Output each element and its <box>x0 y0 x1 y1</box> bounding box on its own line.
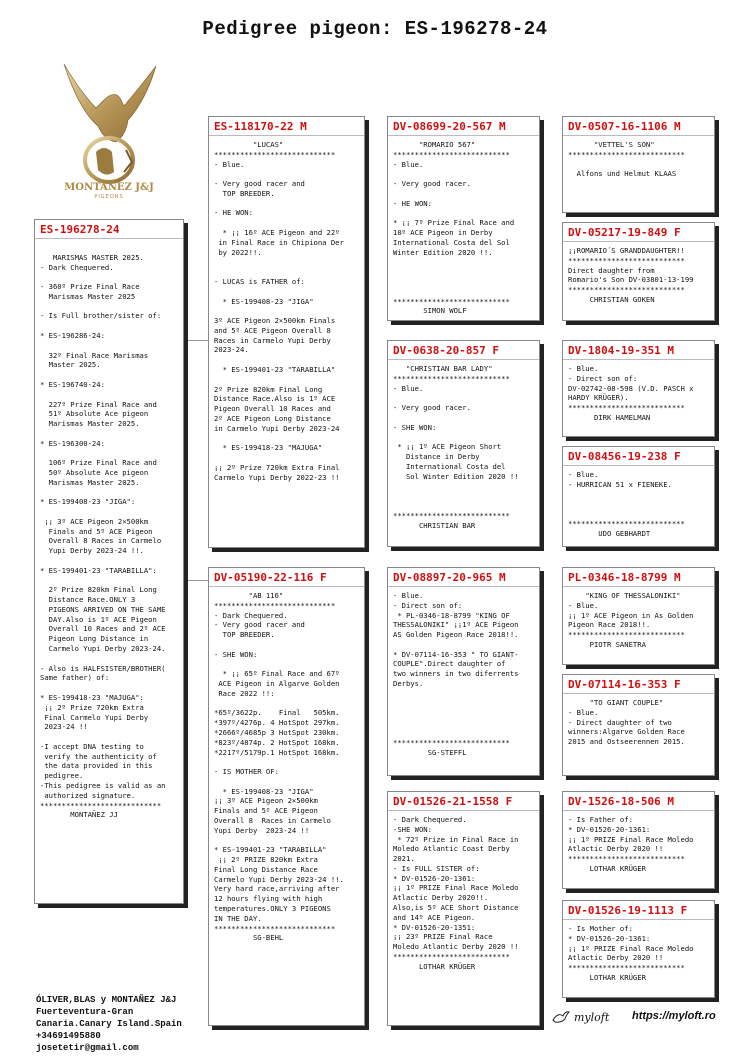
ring-number: DV-08699-20-567 M <box>388 117 539 136</box>
ring-number: DV-08456-19-238 F <box>563 447 714 466</box>
pigeon-description: - Blue. - Direct son of: DV-02742-08-598 (V.D. PASCH x HARDY KRÜGER). *************************** DIRK HAMELMAN <box>568 364 694 422</box>
ring-number: DV-01526-21-1558 F <box>388 792 539 811</box>
pigeon-description: - Is Mother of: * DV-01526-20-1361: ¡¡ 1º PRIZE Final Race Moledo Atlactic Derby 2020 !! *************************** LOTHAR KRÜGER <box>568 924 694 982</box>
logo-name: MONTAÑEZ J&J <box>64 182 154 193</box>
pigeon-description: "LUCAS" **************************** - Blue. - Very good racer and TOP BREEDER. - HE WON: * ¡¡ 16º ACE Pigeon and 22º in Final Race in Chipiona Der by 2022!!. - LUCAS is FATHER of: * ES-199408-23 "JIGA" 3º ACE Pigeon 2×500km Finals and 5º ACE Pigeon Overall 8 Races in Carmelo Yupi Derby 2023-24. * ES-199401-23 "TARABILLA" 2º Prize 820km Final Long Distance Race.Also is 1º ACE Pigeon Overall 10 Races and 2º ACE Pigeon Long Distance in Carmelo Yupi Derby 2023-24 * ES-199418-23 "MAJUGA" ¡¡ 2º Prize 720km Extra Final Carmelo Yupi Derby 2022-23 !! <box>214 140 344 482</box>
connector-main-mother <box>184 580 208 581</box>
pedigree-box-subject <box>34 219 184 904</box>
connector-fm <box>540 380 563 490</box>
pigeon-description: "VETTEL'S SON" *************************** Alfons und Helmut KLAAS <box>568 140 685 179</box>
ring-number: DV-08897-20-965 M <box>388 568 539 587</box>
ring-number: PL-0346-18-8799 M <box>563 568 714 587</box>
pedigree-box-father <box>208 116 365 548</box>
brand-name: myloft <box>574 1010 610 1024</box>
pedigree-box-mmm <box>562 900 715 998</box>
connector-ff <box>540 150 563 260</box>
ring-number: DV-07114-16-353 F <box>563 675 714 694</box>
pigeon-description: - Blue. - HURRICAN 51 x FIENEKE. *************************** UDO GEBHARDT <box>568 470 685 538</box>
pigeon-description: "KING OF THESSALONIKI" - Blue. ¡¡ 1º ACE Pigeon in As Golden Pigeon Race 2018!!. *************************** PIOTR SANETRA <box>568 591 694 649</box>
pedigree-box-fmf <box>562 340 715 437</box>
ring-number: DV-0638-20-857 F <box>388 341 539 360</box>
myloft-bird-icon <box>552 1010 570 1024</box>
pedigree-box-mother <box>208 567 365 1026</box>
pigeon-description: ¡¡ROMARIO´S GRANDDAUGHTER!! *************************** Direct daughter from Romario's Son DV-03801-13-199 *************************** CHRISTIAN GOKEN <box>568 246 694 304</box>
connector-father-sires <box>365 230 388 500</box>
owner-contact: ÓLIVER,BLAS y MONTAÑEZ J&J Fuerteventura-Gran Canaria.Canary Island.Spain +34691495880 josetetir@gmail.com <box>36 995 182 1053</box>
pedigree-box-fmm <box>562 446 715 547</box>
connector-mf <box>540 600 563 710</box>
pigeon-description: "ROMARIO 567" *************************** - Blue. - Very good racer. - HE WON: * ¡¡ 7º Prize Final Race and 10º ACE Pigeon in Derby International Costa del Sol Winter Edition 2020 !!. *************************** SIMON WOLF <box>393 140 515 316</box>
pigeon-description: "CHRISTIAN BAR LADY" *************************** - Blue. - Very good racer. - SHE WON: * ¡¡ 1º ACE Pigeon Short Distance in Derby International Costa del Sol Winter Edition 2020 !! *************************** CHRISTIAN BAR <box>393 364 519 530</box>
connector-mother-sires <box>365 650 388 920</box>
pigeon-description: - Is Father of: * DV-01526-20-1361: ¡¡ 1º PRIZE Final Race Moledo Atlactic Derby 2020 !! *************************** LOTHAR KRÜGER <box>568 815 694 873</box>
pedigree-box-mother-dam <box>387 791 540 1026</box>
pigeon-description: MARISMAS MASTER 2025. - Dark Chequered. - 360º Prize Final Race Marismas Master 2025 - Is Full brother/sister of: * ES-196286-24: 32º Final Race Marismas Master 2025. * ES-196740-24: 227º Prize Final Race and 51º Absolute Ace pigeon Marismas Master 2025. * ES-196300-24: 106º Prize Final Race and 50º Absolute Ace pigeon Marismas Master 2025. * ES-199408-23 "JIGA": ¡¡ 3º ACE Pigeon 2×500km Finals and 5º ACE Pigeon Overall 8 Races in Carmelo Yupi Derby 2023-24 !!. * ES-199401-23 "TARABILLA": 2º Prize 820km Final Long Distance Race.ONLY 3 PIGEONS ARRIVED ON THE SAME DAY.Also is 1º ACE Pigeon Overall 10 Races and 2º ACE Pigeon Long Distance in Carmelo Yupi Derby 2023-24. - Also is HALFSISTER/BROTHER( Same father) of: * ES-199418-23 "MAJUGA": ¡¡ 2º Prize 720km Extra Final Carmelo Yupi Derby 2023-24 !! -I accept DNA testing to verify the authenticity of the data provided in this pedigree. -This pedigree is valid as an authorized signature. **************************** MONTAÑEZ JJ <box>40 252 166 820</box>
pedigree-box-mff <box>562 567 715 665</box>
loft-logo <box>34 60 184 205</box>
ring-number: DV-1804-19-351 M <box>563 341 714 360</box>
ring-number: DV-05217-19-849 F <box>563 223 714 242</box>
pedigree-box-father-dam <box>387 340 540 547</box>
pigeon-description: "TO GIANT COUPLE" - Blue. - Direct daughter of two winners:Algarve Golden Race 2015 and Ostseerennen 2015. <box>568 698 685 747</box>
ring-number: ES-196278-24 <box>35 220 183 239</box>
pedigree-box-mfm <box>562 674 715 776</box>
connector-mm <box>540 820 563 930</box>
myloft-brand <box>552 1010 609 1024</box>
pedigree-box-father-sire <box>387 116 540 321</box>
pedigree-box-fff <box>562 116 715 213</box>
logo-sub: PIGEONS <box>94 194 124 200</box>
brand-url[interactable]: https://myloft.ro <box>632 1010 716 1022</box>
page-title: Pedigree pigeon: ES-196278-24 <box>202 18 548 40</box>
connector-main-father <box>184 340 208 341</box>
ring-number: DV-05190-22-116 F <box>209 568 364 587</box>
ring-number: ES-118170-22 M <box>209 117 364 136</box>
pedigree-box-mother-sire <box>387 567 540 776</box>
pigeon-description: "AB 116" **************************** - Dark Chequered. - Very good racer and TOP BREEDER. - SHE WON: * ¡¡ 65º Final Race and 67º ACE Pigeon in Algarve Golden Race 2022 !!: *65º/3622p. Final 505km. *397º/4276p. 4 HotSpot 297km. *2666º/4685p 3 HotSpot 230km. *823º/4874p. 2 HotSpot 168km. *2217º/5179p.1 HotSpot 168km. - IS MOTHER OF: * ES-199408-23 "JIGA" ¡¡ 3º ACE Pigeon 2×500km Finals and 5º ACE Pigeon Overall 8 Races in Carmelo Yupi Derby 2023-24 !! * ES-199401-23 "TARABILLA" ¡¡ 2º PRIZE 820km Extra Final Long Distance Race Carmelo Yupi Derby 2023-24 !!. Very hard race,arriving after 12 hours flying with high temperatures.ONLY 3 PIGEONS IN THE DAY. **************************** SG-BEHL <box>214 591 344 943</box>
ring-number: DV-1526-18-506 M <box>563 792 714 811</box>
pigeon-description: - Blue. - Direct son of: * PL-0346-18-8799 "KING OF THESSALONIKI" ¡¡1º ACE Pigeon AS Golden Pigeon Race 2018!!. * DV-07114-16-353 " TO GIANT- COUPLE".Direct daughter of two winners in two diferrents Derbys. *************************** SG-STEFFL <box>393 591 519 757</box>
ring-number: DV-0507-16-1106 M <box>563 117 714 136</box>
pigeon-description: - Dark Chequered. -SHE WON: * 72º Prize in Final Race in Moledo Atlantic Coast Derby 2021. - Is FULL SISTER of: * DV-01526-20-1361: ¡¡ 1º PRIZE Final Race Moledo Atlactic Derby 2020!!. Also,is 5º ACE Short Distance and 14º ACE Pigeon. * DV-01526-20-1351: ¡¡ 23º PRIZE Final Race Moledo Atlantic Derby 2020 !! *************************** LOTHAR KRÜGER <box>393 815 519 971</box>
pedigree-box-mmf <box>562 791 715 889</box>
ring-number: DV-01526-19-1113 F <box>563 901 714 920</box>
pedigree-box-ffm <box>562 222 715 321</box>
